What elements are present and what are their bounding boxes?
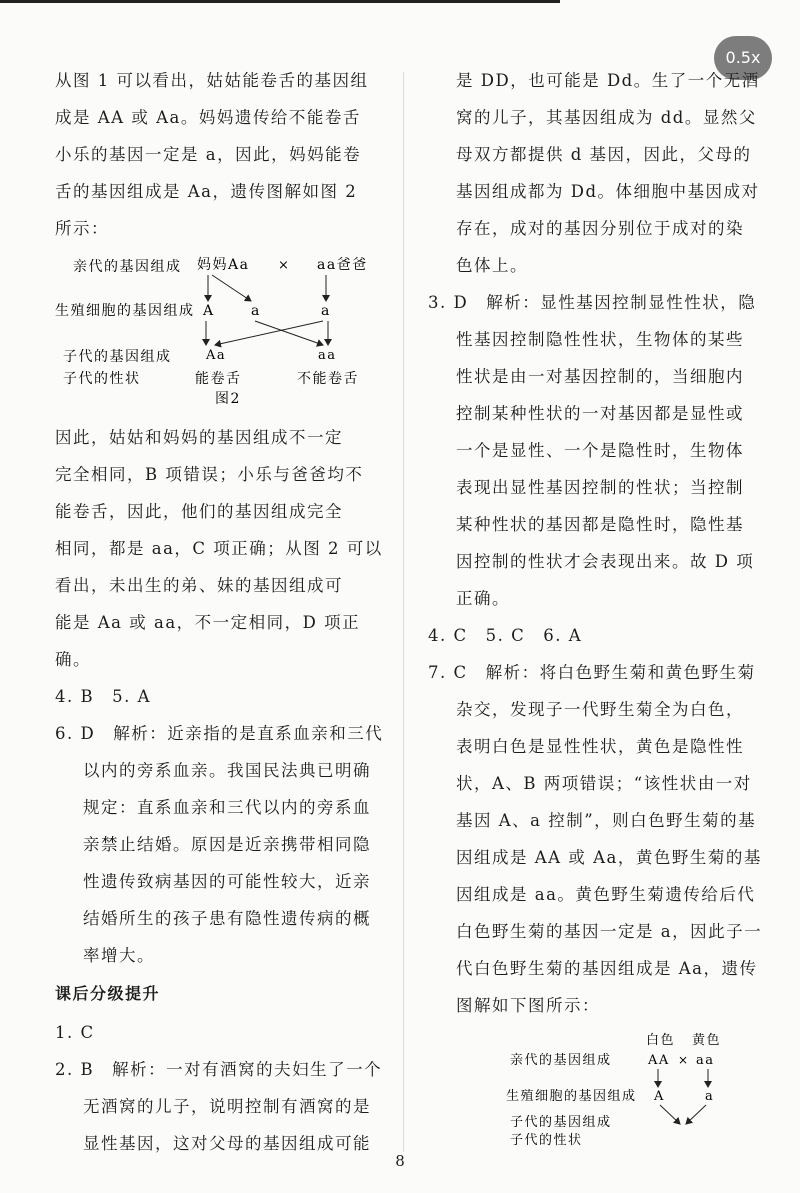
column-divider: [403, 72, 404, 1152]
child1-trait: 能卷舌: [195, 371, 242, 387]
text-line: 正确。: [456, 589, 510, 608]
label-child-trait: 子代的性状: [510, 1133, 583, 1148]
gamete-A: A: [203, 303, 215, 319]
paragraph-figure1-explanation: [55, 62, 387, 247]
text-line: 所示：: [55, 219, 109, 238]
text-line: 状，A、B 两项错误；“该性状由一对: [456, 774, 752, 793]
text-line: 3. D 解析：显性基因控制显性性状，隐: [428, 293, 757, 312]
label-parent-genotype: 亲代的基因组成: [73, 259, 182, 275]
parent-white-genotype: AA: [648, 1053, 670, 1068]
child2-genotype: aa: [318, 348, 337, 363]
text-line: 表现出显性基因控制的性状；当控制: [456, 478, 744, 497]
text-line: 6. D 解析：近亲指的是直系血亲和三代: [55, 724, 384, 743]
text-line: 因此，姑姑和妈妈的基因组成不一定: [55, 428, 343, 447]
text-line: 代白色野生菊的基因组成是 Aa，遗传: [456, 959, 758, 978]
gamete-A: A: [654, 1089, 665, 1104]
text-line: 控制某种性状的一对基因都是显性或: [456, 404, 744, 423]
text-line: 性状是由一对基因控制的，当细胞内: [456, 367, 744, 386]
text-line: 成是 AA 或 Aa。妈妈遗传给不能卷舌: [55, 108, 361, 127]
figure-2-caption: 图2: [215, 391, 241, 407]
text-line: 性基因控制隐性性状，生物体的某些: [456, 330, 744, 349]
text-line: 窝的儿子，其基因组成为 dd。显然父: [456, 108, 757, 127]
child1-genotype: Aa: [206, 348, 227, 363]
right-column: [428, 62, 773, 1156]
answers-4-6: 4. C 5. C 6. A: [428, 626, 583, 645]
section-heading: 课后分级提升: [55, 984, 161, 1003]
playback-speed-badge[interactable]: 0.5x: [714, 36, 772, 80]
cross-symbol: ×: [678, 1053, 690, 1067]
text-line: 率增大。: [83, 946, 155, 965]
question-6-explanation: [55, 715, 387, 974]
text-line: 基因 A、a 控制”，则白色野生菊的基: [456, 811, 757, 830]
gamete-a: a: [705, 1089, 715, 1104]
label-child-trait: 子代的性状: [63, 371, 141, 387]
text-line: 无酒窝的儿子，说明控制有酒窝的是: [83, 1097, 371, 1116]
arrow-A-to-offspring: [660, 1105, 680, 1124]
label-yellow: 黄色: [692, 1033, 722, 1048]
text-line: 图解如下图所示：: [456, 996, 600, 1015]
text-line: 杂交，发现子一代野生菊全为白色，: [456, 700, 744, 719]
text-line: 白色野生菊的基因一定是 a，因此子一: [456, 922, 763, 941]
parent-yellow-genotype: aa: [696, 1053, 715, 1068]
text-line: 基因组成都为 Dd。体细胞中基因成对: [456, 182, 760, 201]
child2-trait: 不能卷舌: [297, 371, 359, 387]
text-line: 因组成是 aa。黄色野生菊遗传给后代: [456, 885, 756, 904]
label-gamete-genotype: 生殖细胞的基因组成: [506, 1089, 637, 1104]
text-line: 相同，都是 aa，C 项正确；从图 2 可以: [55, 539, 383, 558]
text-line: 结婚所生的孩子患有隐性遗传病的概: [83, 909, 371, 928]
text-line: 母双方都提供 d 基因，因此，父母的: [456, 145, 752, 164]
arrow-a-to-child2: [255, 321, 323, 345]
text-line: 2. B 解析：一对有酒窝的夫妇生了一个: [55, 1060, 383, 1079]
text-line: 是 DD，也可能是 Dd。生了一个无酒: [456, 71, 760, 90]
text-line: 存在，成对的基因分别位于成对的染: [456, 219, 744, 238]
mother-genotype: 妈妈Aa: [197, 257, 250, 273]
text-line: 完全相同，B 项错误；小乐与爸爸均不: [55, 465, 364, 484]
text-line: 表明白色是显性性状，黄色是隐性性: [456, 737, 744, 756]
figure-chrysanthemum-inheritance-diagram: [428, 1030, 773, 1150]
father-genotype: aa爸爸: [317, 257, 368, 273]
text-line: 因控制的性状才会表现出来。故 D 项: [456, 552, 755, 571]
label-child-genotype: 子代的基因组成: [510, 1115, 612, 1130]
text-line: 舌的基因组成是 Aa，遗传图解如图 2: [55, 182, 358, 201]
text-line: 因组成是 AA 或 Aa，黄色野生菊的基: [456, 848, 762, 867]
gamete-a-mother: a: [251, 303, 261, 319]
text-line: 色体上。: [456, 256, 528, 275]
answer-1: 1. C: [55, 1023, 95, 1042]
paragraph-conclusion: [55, 419, 387, 678]
text-line: 能卷舌，因此，他们的基因组成完全: [55, 502, 343, 521]
figure-2-inheritance-diagram: [55, 253, 387, 413]
gamete-a-father: a: [321, 303, 331, 319]
label-child-genotype: 子代的基因组成: [63, 349, 172, 365]
text-line: 从图 1 可以看出，姑姑能卷舌的基因组: [55, 71, 369, 90]
text-line: 性遗传致病基因的可能性较大，近亲: [83, 872, 371, 891]
label-parent-genotype: 亲代的基因组成: [510, 1053, 612, 1068]
cross-symbol: ×: [278, 258, 291, 273]
arrow-a-to-offspring: [686, 1105, 706, 1124]
label-gamete-genotype: 生殖细胞的基因组成: [55, 303, 195, 319]
label-white: 白色: [646, 1033, 676, 1048]
page-number: 8: [395, 1152, 405, 1170]
arrow-a-to-child1: [215, 321, 323, 345]
answers-4-5: 4. B 5. A: [55, 687, 152, 706]
text-line: 7. C 解析：将白色野生菊和黄色野生菊: [428, 663, 756, 682]
text-line: 亲禁止结婚。原因是近亲携带相同隐: [83, 835, 371, 854]
question-2-continued: [428, 62, 773, 284]
text-line: 以内的旁系血亲。我国民法典已明确: [83, 761, 371, 780]
text-line: 规定：直系血亲和三代以内的旁系血: [83, 798, 371, 817]
question-7-explanation: [428, 654, 773, 1024]
text-line: 显性基因，这对父母的基因组成可能: [83, 1134, 371, 1153]
text-line: 小乐的基因一定是 a，因此，妈妈能卷: [55, 145, 362, 164]
text-line: 能是 Aa 或 aa，不一定相同，D 项正确。: [55, 613, 361, 669]
question-3-explanation: [428, 284, 773, 617]
question-2-explanation: [55, 1051, 387, 1162]
arrow-mother-to-a: [212, 275, 251, 301]
text-line: 某种性状的基因都是隐性时，隐性基: [456, 515, 744, 534]
text-line: 一个是显性、一个是隐性时，生物体: [456, 441, 744, 460]
text-line: 看出，未出生的弟、妹的基因组成可: [55, 576, 343, 595]
left-column: [55, 62, 387, 1162]
top-border-line: [0, 0, 560, 3]
